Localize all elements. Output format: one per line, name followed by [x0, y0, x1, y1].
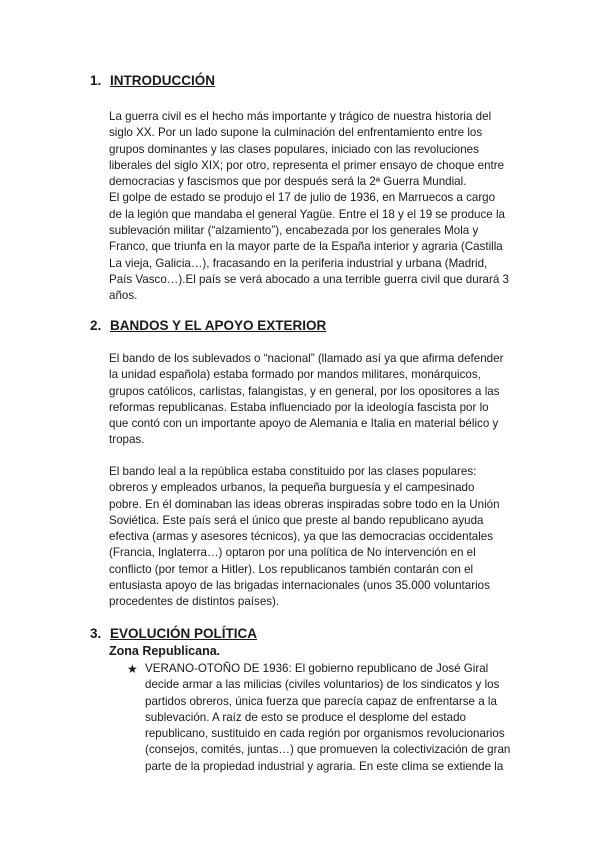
paragraph-line: entusiasta apoyo de las brigadas internacionales (unos 35.000 voluntarios	[109, 579, 490, 593]
paragraph-line: La guerra civil es el hecho más importante y trágico de nuestra historia del	[109, 110, 492, 123]
paragraph-line: grupos católicos, carlistas, falangistas, y en general, por los opositores a las	[109, 384, 500, 398]
section-3-heading	[90, 626, 257, 641]
section-2-heading	[90, 318, 326, 333]
section-1-paragraph-1	[109, 109, 529, 305]
paragraph-line: liberales del siglo XIX; por otro, representa el primer ensayo de choque entre	[109, 158, 505, 172]
paragraph-line: Franco, que triunfa en la mayor parte de la España interior y agraria (Castilla	[109, 240, 503, 254]
paragraph-line: democracias y fascismos que por después será la 2ª Guerra Mundial.	[109, 175, 467, 189]
paragraph-line: procedentes de distintos países).	[109, 595, 280, 609]
paragraph-line: reformas republicanas. Estaba influenciado por la ideología fascista por lo	[109, 400, 489, 414]
paragraph-line: conflicto (por temor a Hitler). Los republicanos también contarán con el	[109, 562, 474, 576]
paragraph-line: El bando leal a la república estaba constituido por las clases populares:	[109, 465, 477, 478]
section-1-heading	[90, 73, 215, 88]
paragraph-line: grupos dominantes y las clases populares, iniciado con las revoluciones	[109, 142, 479, 156]
paragraph-line: que contó con un importante apoyo de Alemania e Italia en material bélico y	[109, 417, 499, 431]
paragraph-line: efectiva (armas y asesores técnicos), ya que las democracias occidentales	[109, 530, 494, 544]
paragraph-line: País Vasco…).El país se verá abocado a una terrible guerra civil que durará 3	[109, 272, 509, 286]
paragraph-line: El bando de los sublevados o “nacional” (llamado así ya que afirma defender	[109, 352, 504, 365]
paragraph-line: Soviética. Este país será el único que preste al bando republicano ayuda	[109, 513, 484, 527]
section-2-paragraph-2	[109, 464, 529, 611]
bullet-line: decide armar a las milicias (civiles voluntarios) de los sindicatos y los	[145, 678, 500, 692]
paragraph-line: (Francia, Inglaterra…) optaron por una política de No intervención en el	[109, 546, 476, 560]
zona-republicana-subheading: Zona Republicana.	[109, 644, 221, 658]
section-1-title: INTRODUCCIÓN	[110, 73, 215, 88]
bullet-line: VERANO-OTOÑO DE 1936: El gobierno republicano de José Giral	[145, 662, 489, 675]
paragraph-line: obreros y empleados urbanos, la pequeña burguesía y el campesinado	[109, 481, 475, 495]
bullet-line: republicano, sustituido en cada región por organismos revolucionarios	[145, 727, 505, 741]
star-bullet-icon: ★	[127, 662, 138, 676]
section-1-number: 1.	[90, 73, 102, 88]
section-3-number: 3.	[90, 626, 102, 641]
paragraph-line: años.	[109, 289, 138, 303]
section-3-title: EVOLUCIÓN POLÍTICA	[110, 626, 258, 641]
bullet-item-verano-otono-1936	[145, 661, 535, 775]
paragraph-line: siglo XX. Por un lado supone la culminación del enfrentamiento entre los	[109, 126, 483, 140]
bullet-line: partidos obreros, única fuerza que parecía capaz de enfrentarse a la	[145, 694, 497, 708]
section-2-title: BANDOS Y EL APOYO EXTERIOR	[110, 318, 327, 333]
section-2-number: 2.	[90, 318, 102, 333]
paragraph-line: la unidad española) estaba formado por mandos militares, monárquicos,	[109, 368, 481, 382]
section-2-paragraph-1	[109, 351, 529, 449]
paragraph-line: sublevación militar (“alzamiento”), encabezada por los generales Mola y	[109, 224, 479, 238]
bullet-line: parte de la propiedad industrial y agraria. En este clima se extiende la	[145, 759, 504, 773]
paragraph-line: de la legión que mandaba el general Yagüe. Entre el 18 y el 19 se produce la	[109, 207, 505, 221]
paragraph-line: tropas.	[109, 433, 145, 447]
bullet-line: sublevación. A raíz de esto se produce el desplome del estado	[145, 710, 466, 724]
paragraph-line: El golpe de estado se produjo el 17 de julio de 1936, en Marruecos a cargo	[109, 191, 496, 205]
bullet-line: (consejos, comités, juntas…) que promueven la colectivización de gran	[145, 743, 511, 757]
paragraph-line: La vieja, Galicia…), fracasando en la periferia industrial y urbana (Madrid,	[109, 256, 488, 270]
paragraph-line: pobre. En él dominaban las ideas obreras inspiradas sobre todo en la Unión	[109, 497, 500, 511]
